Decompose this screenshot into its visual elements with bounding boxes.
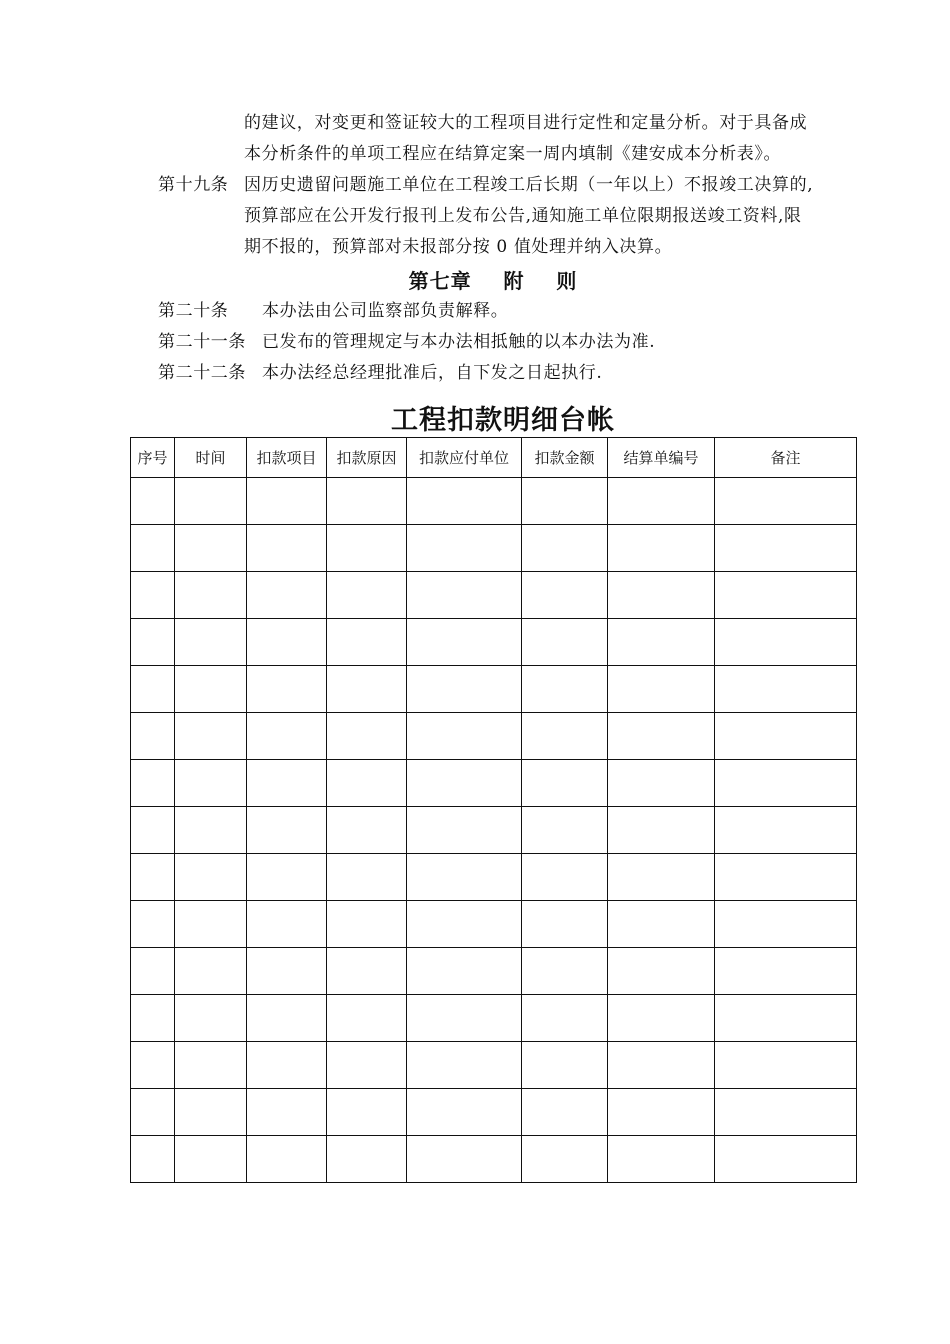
table-cell bbox=[608, 995, 715, 1042]
table-cell bbox=[522, 478, 608, 525]
table-cell bbox=[608, 572, 715, 619]
table-cell bbox=[131, 948, 175, 995]
table-row bbox=[131, 854, 857, 901]
table-cell bbox=[327, 854, 407, 901]
article-20-text: 本办法由公司监察部负责解释。 bbox=[262, 301, 509, 321]
table-cell bbox=[327, 1089, 407, 1136]
table-cell bbox=[327, 525, 407, 572]
table-cell bbox=[247, 1136, 327, 1183]
table-cell bbox=[522, 854, 608, 901]
table-cell bbox=[131, 1089, 175, 1136]
table-cell bbox=[407, 1042, 522, 1089]
table-cell bbox=[608, 1136, 715, 1183]
table-cell bbox=[407, 619, 522, 666]
table-cell bbox=[247, 995, 327, 1042]
table-row bbox=[131, 1042, 857, 1089]
chapter-title: 第七章 附 则 bbox=[408, 269, 578, 293]
article-18-line-1: 的建议，对变更和签证较大的工程项目进行定性和定量分析。对于具备成 bbox=[244, 113, 808, 133]
table-cell bbox=[175, 478, 247, 525]
table-cell bbox=[522, 1136, 608, 1183]
table-cell bbox=[522, 666, 608, 713]
table-cell bbox=[608, 854, 715, 901]
table-cell bbox=[608, 525, 715, 572]
table-cell bbox=[522, 713, 608, 760]
table-cell bbox=[327, 1136, 407, 1183]
table-cell bbox=[327, 713, 407, 760]
table-row bbox=[131, 1089, 857, 1136]
table-cell bbox=[131, 760, 175, 807]
table-cell bbox=[407, 760, 522, 807]
table-cell bbox=[247, 478, 327, 525]
table-cell bbox=[247, 807, 327, 854]
table-row bbox=[131, 478, 857, 525]
table-cell bbox=[247, 901, 327, 948]
table-cell bbox=[407, 572, 522, 619]
table-row bbox=[131, 760, 857, 807]
table-cell bbox=[715, 1136, 857, 1183]
header-deduction-reason: 扣款原因 bbox=[327, 438, 407, 478]
header-serial-number: 序号 bbox=[131, 438, 175, 478]
header-payable-unit: 扣款应付单位 bbox=[407, 438, 522, 478]
article-21-text: 已发布的管理规定与本办法相抵触的以本办法为准. bbox=[262, 332, 656, 352]
table-cell bbox=[327, 807, 407, 854]
table-cell bbox=[247, 525, 327, 572]
table-cell bbox=[327, 948, 407, 995]
table-cell bbox=[131, 666, 175, 713]
article-18-line-2: 本分析条件的单项工程应在结算定案一周内填制《建安成本分析表》。 bbox=[244, 144, 782, 164]
table-row bbox=[131, 572, 857, 619]
table-cell bbox=[522, 572, 608, 619]
article-22-label: 第二十二条 bbox=[158, 363, 246, 383]
table-cell bbox=[327, 572, 407, 619]
header-settlement-number: 结算单编号 bbox=[608, 438, 715, 478]
article-19-label: 第十九条 bbox=[158, 175, 229, 195]
table-cell bbox=[608, 1042, 715, 1089]
table-cell bbox=[715, 1089, 857, 1136]
table-row bbox=[131, 525, 857, 572]
article-19-line-3: 期不报的，预算部对未报部分按 0 值处理并纳入决算。 bbox=[244, 237, 673, 257]
table-cell bbox=[131, 713, 175, 760]
table-cell bbox=[407, 995, 522, 1042]
table-cell bbox=[131, 854, 175, 901]
table-cell bbox=[608, 1089, 715, 1136]
table-cell bbox=[407, 666, 522, 713]
table-cell bbox=[327, 666, 407, 713]
header-deduction-amount: 扣款金额 bbox=[522, 438, 608, 478]
table-cell bbox=[608, 619, 715, 666]
table-cell bbox=[175, 760, 247, 807]
table-cell bbox=[407, 901, 522, 948]
table-cell bbox=[522, 901, 608, 948]
table-cell bbox=[247, 948, 327, 995]
table-cell bbox=[247, 1042, 327, 1089]
table-cell bbox=[175, 948, 247, 995]
article-22-text: 本办法经总经理批准后，自下发之日起执行. bbox=[262, 363, 603, 383]
table-cell bbox=[407, 525, 522, 572]
table-cell bbox=[608, 901, 715, 948]
table-cell bbox=[131, 807, 175, 854]
header-time: 时间 bbox=[175, 438, 247, 478]
deduction-ledger-table bbox=[130, 437, 857, 1183]
table-row bbox=[131, 807, 857, 854]
table-row bbox=[131, 901, 857, 948]
article-19-line-2: 预算部应在公开发行报刊上发布公告,通知施工单位限期报送竣工资料,限 bbox=[244, 206, 802, 226]
table-cell bbox=[715, 760, 857, 807]
table-cell bbox=[608, 948, 715, 995]
table-cell bbox=[608, 713, 715, 760]
table-cell bbox=[715, 995, 857, 1042]
table-cell bbox=[522, 760, 608, 807]
table-body bbox=[131, 478, 857, 1183]
table-cell bbox=[608, 666, 715, 713]
header-deduction-item: 扣款项目 bbox=[247, 438, 327, 478]
table-cell bbox=[327, 901, 407, 948]
table-header-row bbox=[131, 438, 857, 478]
table-cell bbox=[715, 525, 857, 572]
table-cell bbox=[175, 666, 247, 713]
table-cell bbox=[715, 1042, 857, 1089]
table-cell bbox=[175, 1136, 247, 1183]
table-cell bbox=[175, 713, 247, 760]
table-cell bbox=[247, 760, 327, 807]
table-cell bbox=[131, 619, 175, 666]
table-cell bbox=[175, 807, 247, 854]
table-cell bbox=[175, 995, 247, 1042]
table-cell bbox=[131, 995, 175, 1042]
table-cell bbox=[715, 666, 857, 713]
table-cell bbox=[715, 572, 857, 619]
table-cell bbox=[522, 619, 608, 666]
table-cell bbox=[522, 807, 608, 854]
table-cell bbox=[247, 713, 327, 760]
table-cell bbox=[247, 854, 327, 901]
table-cell bbox=[175, 525, 247, 572]
table-row bbox=[131, 666, 857, 713]
table-row bbox=[131, 995, 857, 1042]
table-cell bbox=[715, 478, 857, 525]
table-cell bbox=[131, 1136, 175, 1183]
table-cell bbox=[131, 478, 175, 525]
table-cell bbox=[247, 572, 327, 619]
table-cell bbox=[608, 760, 715, 807]
table-cell bbox=[407, 854, 522, 901]
table-cell bbox=[327, 619, 407, 666]
table-cell bbox=[522, 525, 608, 572]
article-20-label: 第二十条 bbox=[158, 301, 229, 321]
table-cell bbox=[175, 1089, 247, 1136]
table-cell bbox=[407, 478, 522, 525]
table-row bbox=[131, 948, 857, 995]
table-cell bbox=[522, 1042, 608, 1089]
table-cell bbox=[131, 901, 175, 948]
table-cell bbox=[131, 1042, 175, 1089]
table-cell bbox=[407, 807, 522, 854]
table-cell bbox=[715, 854, 857, 901]
table-cell bbox=[175, 901, 247, 948]
table-row bbox=[131, 619, 857, 666]
table-cell bbox=[247, 1089, 327, 1136]
table-cell bbox=[407, 1089, 522, 1136]
table-cell bbox=[715, 713, 857, 760]
table-cell bbox=[247, 666, 327, 713]
table-cell bbox=[175, 854, 247, 901]
table-cell bbox=[175, 572, 247, 619]
table-cell bbox=[131, 572, 175, 619]
table-cell bbox=[247, 619, 327, 666]
table-cell bbox=[407, 948, 522, 995]
table-cell bbox=[175, 1042, 247, 1089]
table-cell bbox=[715, 807, 857, 854]
table-cell bbox=[522, 995, 608, 1042]
table-cell bbox=[715, 619, 857, 666]
table-row bbox=[131, 1136, 857, 1183]
table-cell bbox=[715, 948, 857, 995]
article-19-line-1: 因历史遗留问题施工单位在工程竣工后长期（一年以上）不报竣工决算的, bbox=[244, 175, 814, 195]
table-cell bbox=[327, 478, 407, 525]
table-cell bbox=[608, 478, 715, 525]
table-cell bbox=[608, 807, 715, 854]
table-cell bbox=[327, 1042, 407, 1089]
table-title: 工程扣款明细台帐 bbox=[391, 405, 615, 436]
table-cell bbox=[407, 713, 522, 760]
table-cell bbox=[131, 525, 175, 572]
table-cell bbox=[327, 995, 407, 1042]
table-cell bbox=[522, 948, 608, 995]
table-cell bbox=[522, 1089, 608, 1136]
table-cell bbox=[175, 619, 247, 666]
article-21-label: 第二十一条 bbox=[158, 332, 246, 352]
table-cell bbox=[407, 1136, 522, 1183]
table-row bbox=[131, 713, 857, 760]
table-cell bbox=[715, 901, 857, 948]
table-cell bbox=[327, 760, 407, 807]
header-remarks: 备注 bbox=[715, 438, 857, 478]
